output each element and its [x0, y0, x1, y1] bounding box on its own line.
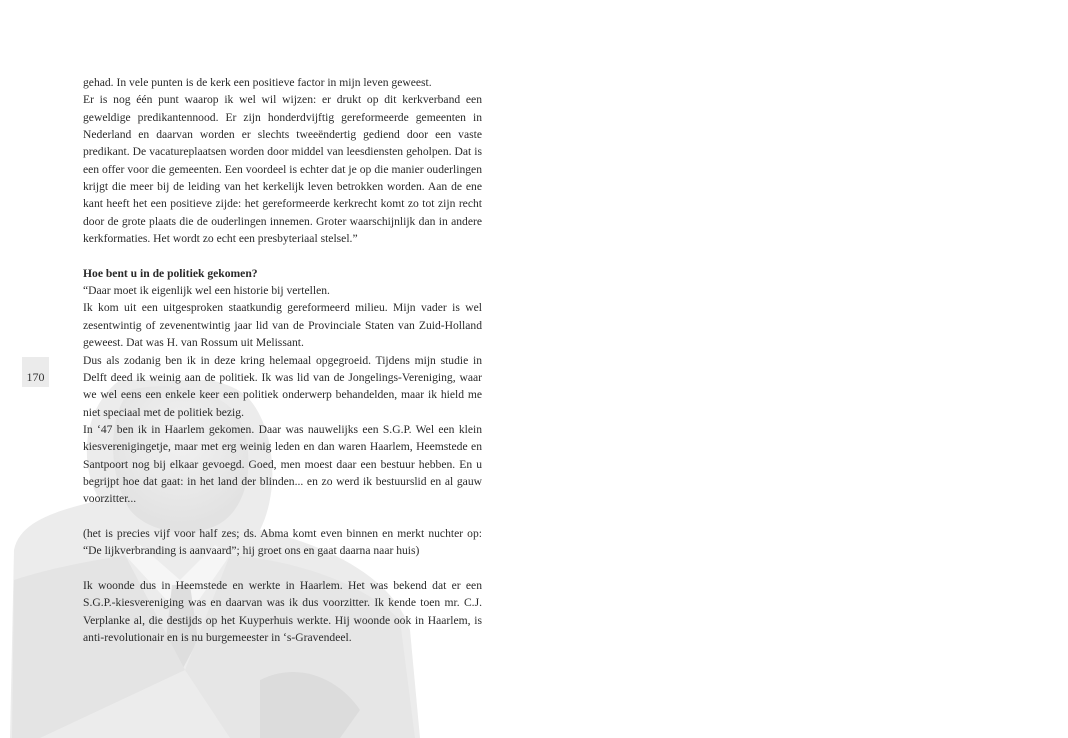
interview-question-heading: Hoe bent u in de politiek gekomen? [83, 266, 258, 280]
aside-paragraph: (het is precies vijf voor half zes; ds. Abma komt even binnen en merkt nuchter op: “De lijkverbranding is aanvaard”; hij groet ons en gaat daarna naar huis) [83, 526, 482, 558]
paragraph: In ‘47 ben ik in Haarlem gekomen. Daar was nauwelijks een S.G.P. Wel een klein kiesverenigingetje, maar met erg weinig leden en dan waren Haarlem, Heemstede en Santpoort nog bij elkaar gevoegd. Goed, men moest daar een bestuur hebben. En u begrijpt hoe dat gaat: in het land der blinden... en zo werd ik bestuurslid en al gauw voorzitter... [83, 422, 482, 506]
paragraph: Ik kom uit een uitgesproken staatkundig gereformeerd milieu. Mijn vader is wel zesentwintig of zevenentwintig jaar lid van de Provinciale Staten van Zuid-Holland geweest. Dat was H. van Rossum uit Melissant. [83, 301, 482, 350]
paragraph: Dus als zodanig ben ik in deze kring helemaal opgegroeid. Tijdens mijn studie in Delft deed ik weinig aan de politiek. Ik was lid van de Jongelings-Vereniging, waar we wel eens een enkele keer een politiek onderwerp behandelden, maar ik hield me niet speciaal met de politiek bezig. [83, 353, 482, 419]
paragraph-gap [83, 247, 482, 264]
paragraph: Er is nog één punt waarop ik wel wil wijzen: er drukt op dit kerkverband een geweldige predikantennood. Er zijn honderdvijftig gereformeerde gemeenten in Nederland en daarvan worden er slechts tweeëndertig gediend door een vaste predikant. De vacatureplaatsen worden door middel van leesdiensten geholpen. Dat is een offer voor die gemeenten. Een voordeel is echter dat je op die manier ouderlingen krijgt die meer bij de leiding van het kerkelijk leven betrokken worden. Aan de ene kant heeft het een positieve zijde: het gereformeerde kerkrecht komt zo tot zijn recht door de grote plaats die de ouderlingen innemen. Groter waarschijnlijk dan in andere kerkformaties. Het wordt zo echt een presbyteriaal stelsel.” [83, 93, 482, 246]
paragraph-gap [83, 560, 482, 577]
page-number: 170 [26, 370, 45, 384]
paragraph: gehad. In vele punten is de kerk een positieve factor in mijn leven geweest. [83, 76, 432, 89]
paragraph-gap [83, 508, 482, 525]
paragraph: Ik woonde dus in Heemstede en werkte in Haarlem. Het was bekend dat er een S.G.P.-kiesvereniging was en daarvan was ik dus voorzitter. Ik kende toen mr. C.J. Verplanke al, die destijds op het Kuyperhuis werkte. Hij woonde ook in Haarlem, is anti-revolutionair en is nu burgemeester in ‘s-Gravendeel. [83, 578, 482, 644]
body-text-column [83, 74, 482, 646]
paragraph: “Daar moet ik eigenlijk wel een historie bij vertellen. [83, 284, 330, 298]
